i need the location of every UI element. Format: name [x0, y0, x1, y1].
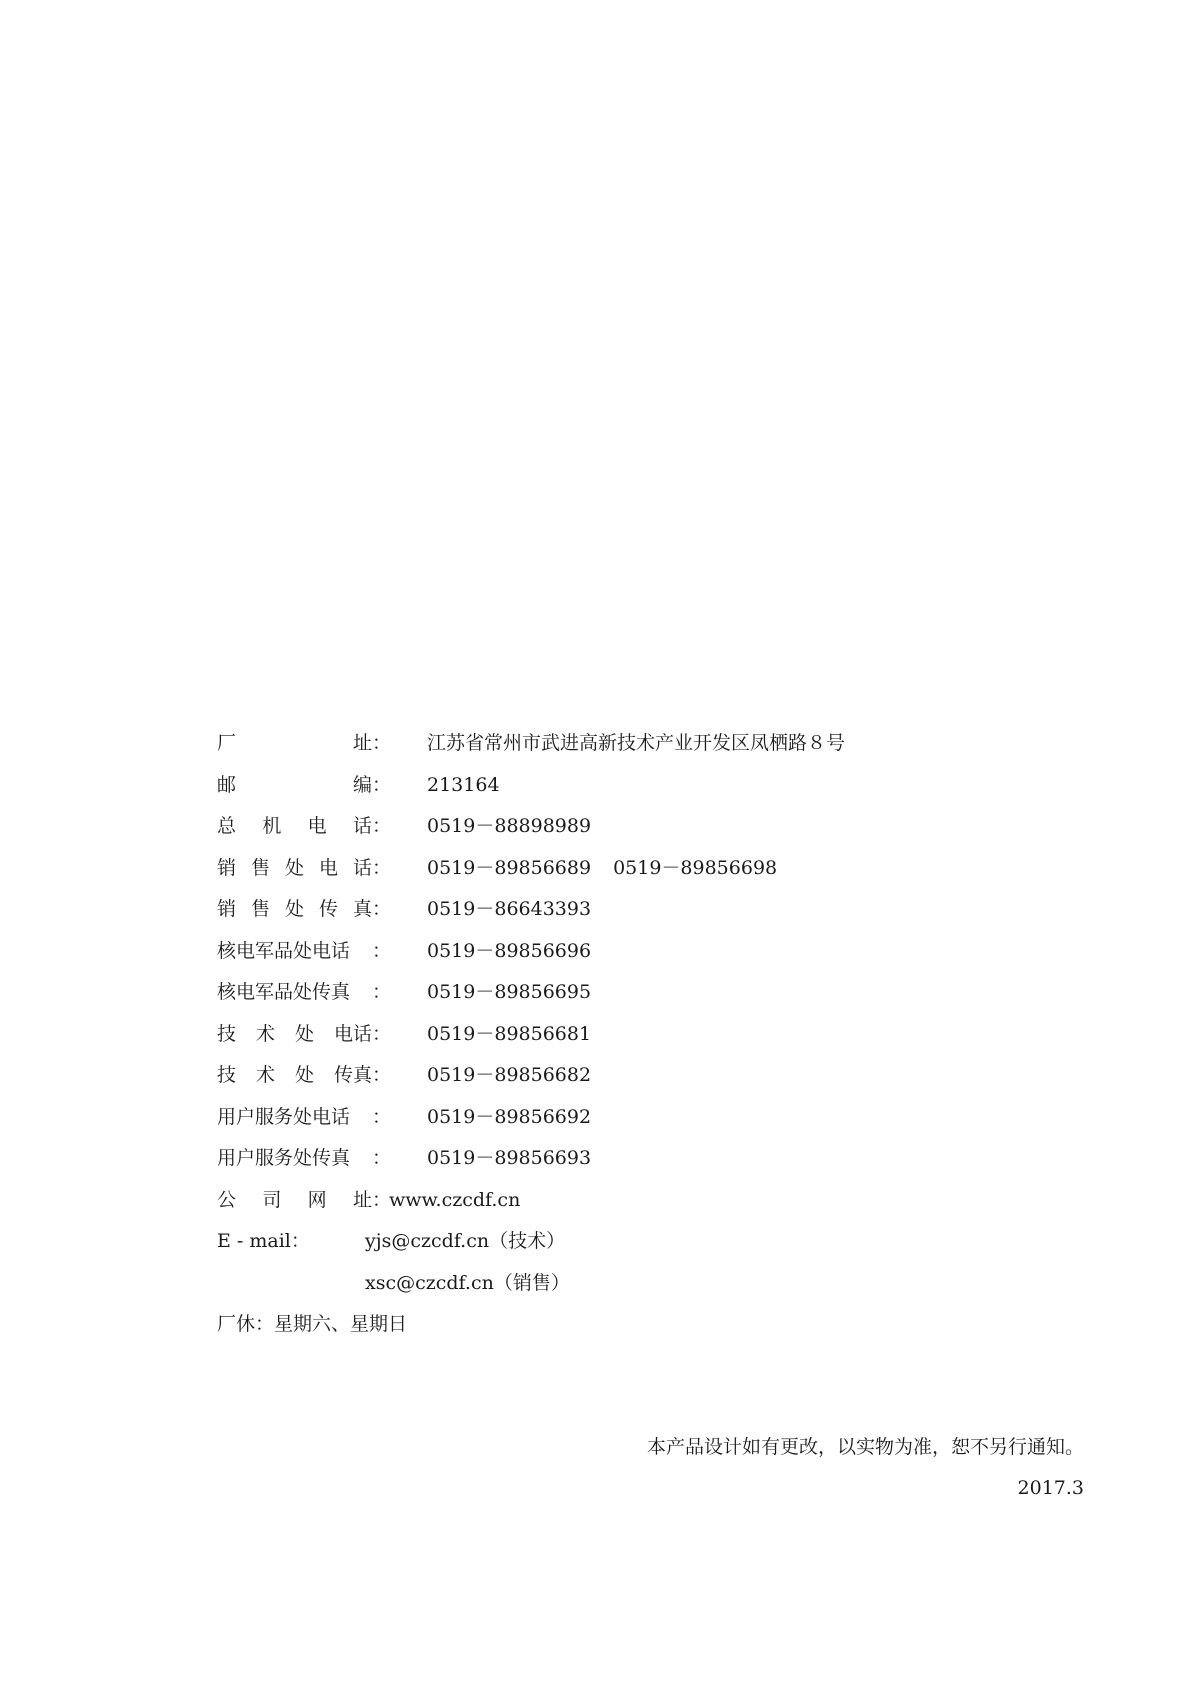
nuclear-fax-value: 0519－89856695 [427, 981, 592, 1003]
service-fax-label: 用户服务处传真 ： [217, 1147, 392, 1169]
email-label: E - mail： [217, 1230, 310, 1252]
website-link[interactable]: www.czcdf.cn [389, 1188, 521, 1211]
service-phone-value: 0519－89856692 [427, 1105, 592, 1128]
address-label: 厂 址 ： [217, 732, 392, 754]
website-row [217, 1185, 1037, 1227]
switchboard-row [217, 811, 1037, 853]
tech-phone-label: 技 术 处 电话 ： [217, 1022, 392, 1045]
sales-fax-row [217, 894, 1037, 936]
nuclear-phone-label: 核电军品处电话 ： [217, 939, 392, 962]
service-phone-row [217, 1102, 1037, 1144]
tech-fax-label: 技 术 处 传真 ： [217, 1064, 392, 1086]
postcode-row [217, 770, 1037, 812]
sales-phone-1: 0519－89856689 [427, 856, 592, 879]
postcode-label: 邮 编 ： [217, 773, 392, 796]
nuclear-fax-label: 核电军品处传真 ： [217, 981, 392, 1003]
postcode-value: 213164 [427, 773, 500, 796]
sales-fax-value: 0519－86643393 [427, 898, 592, 920]
tech-phone-row [217, 1019, 1037, 1061]
sales-fax-label: 销 售 处 传 真 ： [217, 898, 392, 920]
sales-phone-row [217, 853, 1037, 895]
email-row [217, 1226, 1037, 1268]
service-fax-value: 0519－89856693 [427, 1147, 592, 1169]
sales-phone-value [427, 853, 777, 883]
switchboard-label: 总 机 电 话 ： [217, 815, 392, 837]
website-label: 公 司 网 址 ： [217, 1188, 392, 1211]
tech-fax-value: 0519－89856682 [427, 1064, 592, 1086]
change-notice: 本产品设计如有更改，以实物为准，恕不另行通知。 [646, 1436, 1084, 1458]
address-value: 江苏省常州市武进高新技术产业开发区凤栖路８号 [427, 732, 846, 754]
sales-phone-label: 销 售 处 电 话 ： [217, 856, 392, 879]
holiday-row [217, 1309, 1037, 1351]
contact-info [217, 728, 1037, 1351]
switchboard-value: 0519－88898989 [427, 815, 592, 837]
issue-date: 2017.3 [1017, 1477, 1084, 1499]
email-tech-link[interactable]: yjs@czcdf.cn（技术） [365, 1230, 566, 1252]
nuclear-phone-row [217, 936, 1037, 978]
service-fax-row [217, 1143, 1037, 1185]
tech-fax-row [217, 1060, 1037, 1102]
nuclear-fax-row [217, 977, 1037, 1019]
tech-phone-value: 0519－89856681 [427, 1022, 592, 1045]
nuclear-phone-value: 0519－89856696 [427, 939, 592, 962]
sales-phone-2: 0519－89856698 [613, 856, 778, 879]
email-row-2 [217, 1268, 1037, 1310]
holiday-text: 厂休：星期六、星期日 [217, 1313, 408, 1335]
service-phone-label: 用户服务处电话 ： [217, 1105, 392, 1128]
address-row [217, 728, 1037, 770]
email-sales-link[interactable]: xsc@czcdf.cn（销售） [365, 1271, 570, 1294]
